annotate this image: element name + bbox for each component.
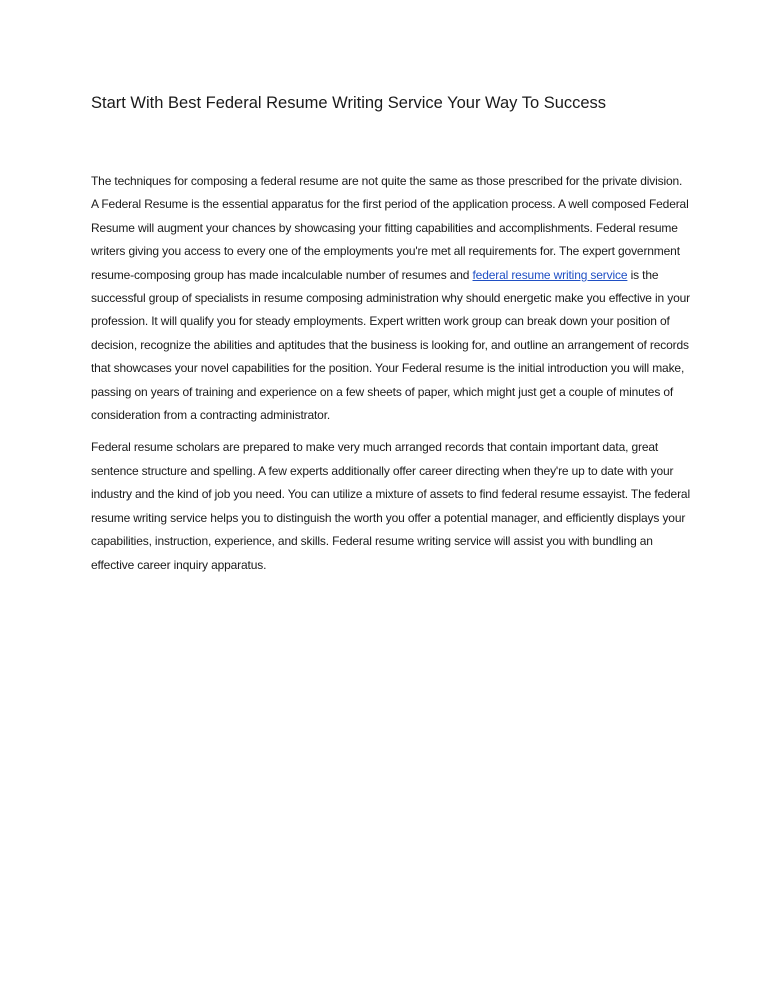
document-body [91, 170, 691, 577]
paragraph-1-text-after-link: is the successful group of specialists in resume composing administration why should energetic make you effective in your profession. It will qualify you for steady employments. Expert written work group can break down your position of decision, recognize the abilities and aptitudes that the business is looking for, and outline an arrangement of records that showcases your novel capabilities for the position. Your Federal resume is the initial introduction you will make, passing on years of training and experience on a few sheets of paper, which might just get a couple of minutes of consideration from a contracting administrator. [91, 267, 690, 423]
paragraph-1-text-before-link: The techniques for composing a federal resume are not quite the same as those prescribed for the private division. A Federal Resume is the essential apparatus for the first period of the application process. A well composed Federal Resume will augment your chances by showcasing your fitting capabilities and accomplishments. Federal resume writers giving you access to every one of the employments you're met all requirements for. The expert government resume-composing group has made incalculable number of resumes and [91, 174, 689, 282]
paragraph-2: Federal resume scholars are prepared to make very much arranged records that contain important data, great sentence structure and spelling. A few experts additionally offer career directing when they're up to date with your industry and the kind of job you need. You can utilize a mixture of assets to find federal resume essayist. The federal resume writing service helps you to distinguish the worth you offer a potential manager, and efficiently displays your capabilities, instruction, experience, and skills. Federal resume writing service will assist you with bundling an effective career inquiry apparatus. [91, 440, 690, 572]
federal-resume-writing-service-link[interactable]: federal resume writing service [472, 267, 628, 282]
paragraph-1 [91, 170, 691, 427]
document-title: Start With Best Federal Resume Writing Service Your Way To Success [91, 94, 607, 112]
